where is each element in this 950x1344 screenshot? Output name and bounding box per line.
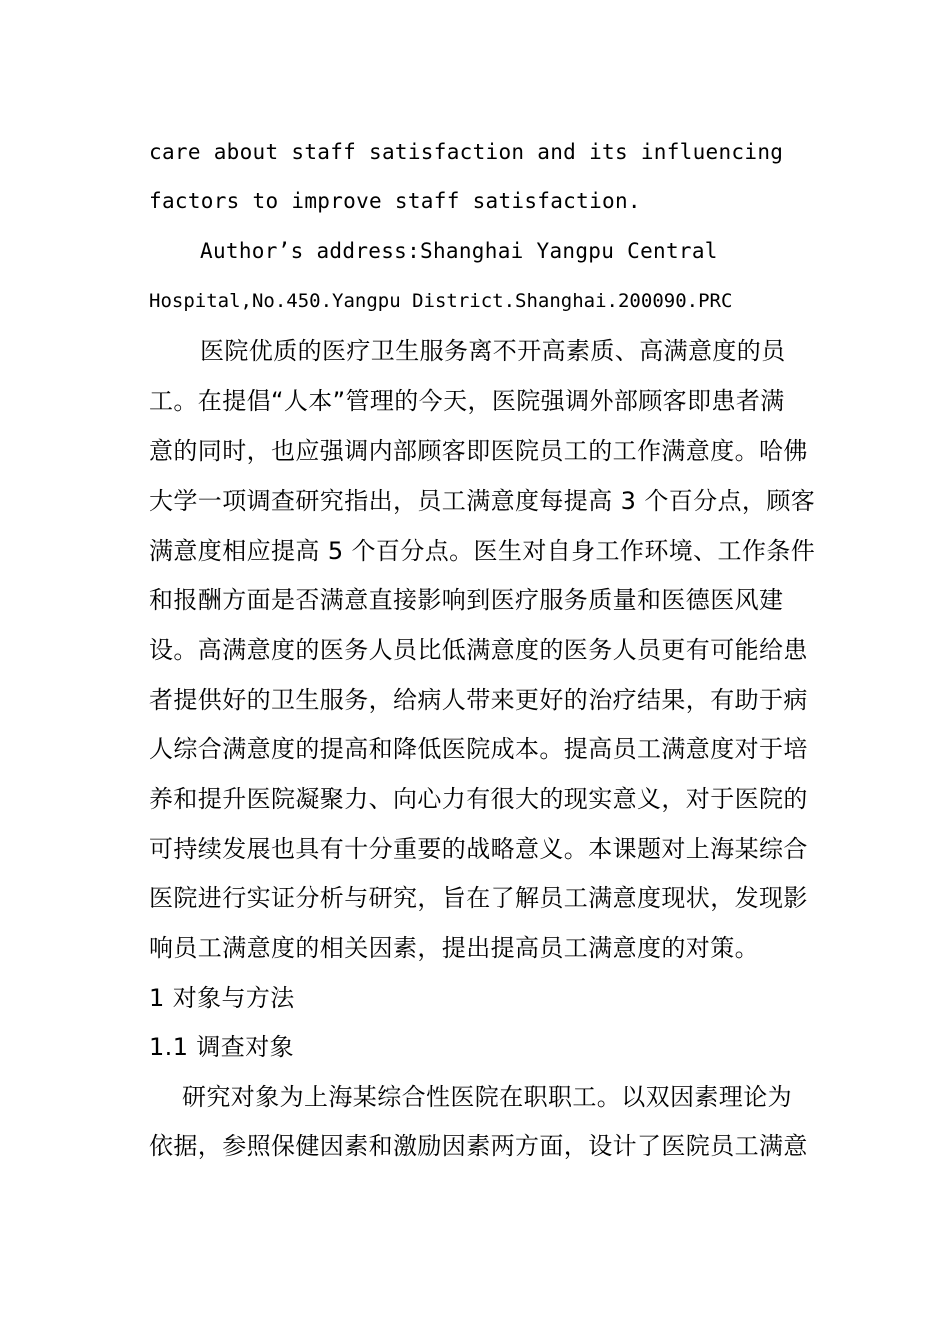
method-line-2: 依据，参照保健因素和激励因素两方面，设计了医院员工满意 xyxy=(149,1132,808,1160)
intro-line-12: 医院进行实证分析与研究，旨在了解员工满意度现状，发现影 xyxy=(149,884,808,912)
intro-line-13: 响员工满意度的相关因素，提出提高员工满意度的对策。 xyxy=(149,934,759,962)
author-address-line-1: Author’s address:Shanghai Yangpu Central xyxy=(200,239,718,263)
author-address-line-2: Hospital,No.450.Yangpu District.Shanghai.200090.PRC xyxy=(149,290,733,312)
intro-line-5: 满意度相应提高 5 个百分点。医生对自身工作环境、工作条件 xyxy=(149,537,816,565)
intro-line-3: 意的同时，也应强调内部顾客即医院员工的工作满意度。哈佛 xyxy=(149,437,808,465)
intro-line-6: 和报酬方面是否满意直接影响到医疗服务质量和医德医风建 xyxy=(149,586,784,614)
intro-line-4: 大学一项调查研究指出，员工满意度每提高 3 个百分点，顾客 xyxy=(149,487,816,515)
intro-line-7: 设。高满意度的医务人员比低满意度的医务人员更有可能给患 xyxy=(149,636,808,664)
intro-line-8: 者提供好的卫生服务，给病人带来更好的治疗结果，有助于病 xyxy=(149,686,808,714)
section-heading-1-1: 1.1 调查对象 xyxy=(149,1033,294,1061)
intro-line-11: 可持续发展也具有十分重要的战略意义。本课题对上海某综合 xyxy=(149,835,808,863)
intro-line-10: 养和提升医院凝聚力、向心力有很大的现实意义，对于医院的 xyxy=(149,785,808,813)
section-heading-1: 1 对象与方法 xyxy=(149,984,295,1012)
method-line-1: 研究对象为上海某综合性医院在职职工。以双因素理论为 xyxy=(182,1083,792,1111)
intro-line-9: 人综合满意度的提高和降低医院成本。提高员工满意度对于培 xyxy=(149,735,808,763)
intro-line-1: 医院优质的医疗卫生服务离不开高素质、高满意度的员 xyxy=(200,337,786,365)
abstract-line-2: factors to improve staff satisfaction. xyxy=(149,189,641,213)
intro-line-2: 工。在提倡“人本”管理的今天，医院强调外部顾客即患者满 xyxy=(149,387,785,415)
abstract-line-1: care about staff satisfaction and its influencing xyxy=(149,140,784,164)
